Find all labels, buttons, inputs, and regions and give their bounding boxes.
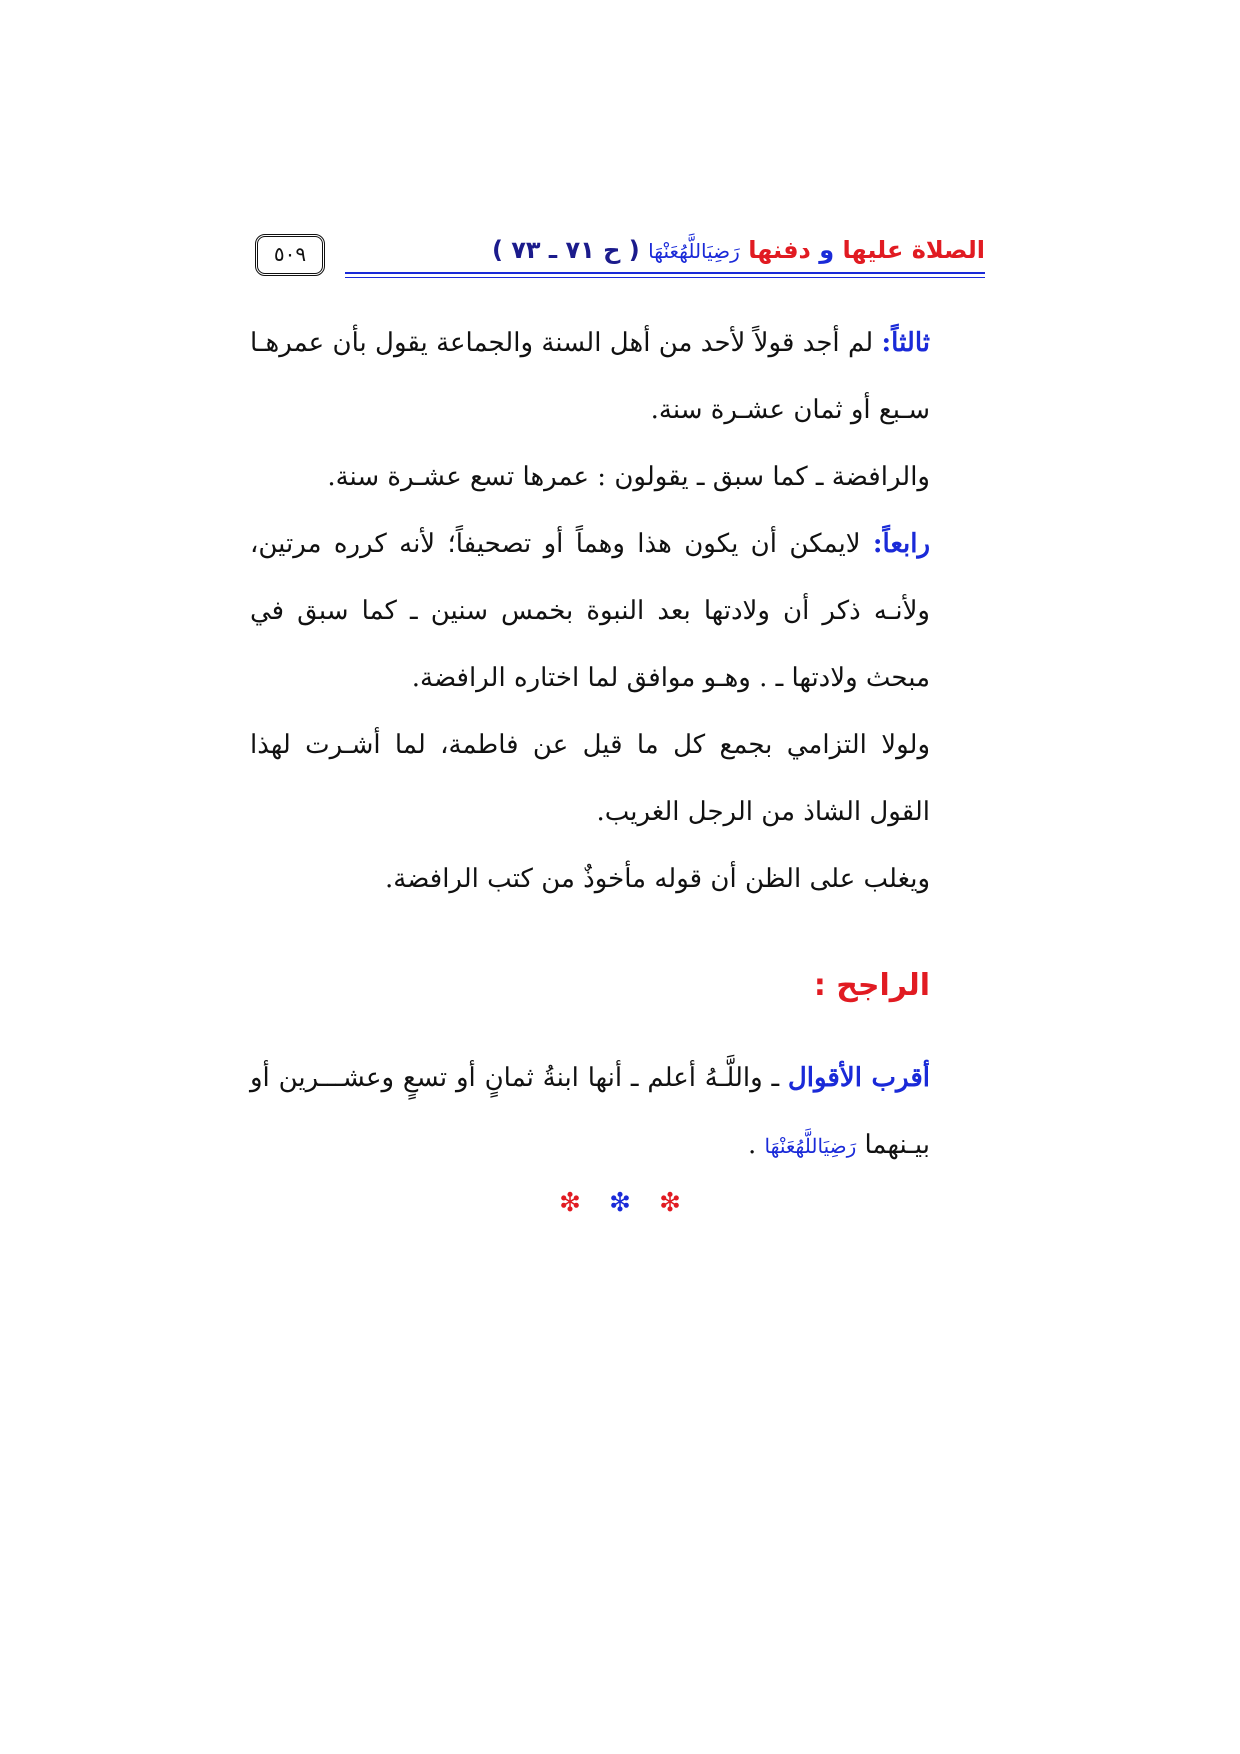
paragraph-text: والرافضة ـ كما سبق ـ يقولون : عمرها تسع عشـرة سنة. [327,462,930,492]
header-title-part2: و [819,236,835,264]
page-number: ٥٠٩ [255,234,325,276]
header-title-part1: الصلاة عليها [842,236,985,264]
paragraph-third [250,310,990,444]
header-divider-thin [345,277,985,278]
header-title-part3: دفنها [748,236,811,264]
paragraph-fourth [250,511,990,712]
paragraph-text: ويغلب على الظن أن قوله مأخوذٌ من كتب الرافضة. [385,864,930,894]
paragraph-end: . [748,1130,765,1160]
asterisk-icon: ❇ [609,1188,631,1218]
paragraph-text: لايمكن أن يكون هذا وهماً أو تصحيفاً؛ لأنه كرره مرتين، ولأنـه ذكر أن ولادتها بعد النبوة بخمس سنين ـ كما سبق في مبحث ولادتها ـ . وهـو موافق لما اختاره الرافضة. [250,529,930,693]
paragraph-conjecture [250,846,990,913]
paragraph-conclusion [250,1045,990,1180]
paragraph-lead: ثالثاً: [881,328,930,358]
paragraph-text: لم أجد قولاً لأحد من أهل السنة والجماعة يقول بأن عمرهـا سـبع أو ثمان عشـرة سنة. [250,328,930,425]
paragraph-text: ولولا التزامي بجمع كل ما قيل عن فاطمة، لما أشـرت لهذا القول الشاذ من الرجل الغريب. [250,730,930,827]
paragraph-rafidah [250,444,990,511]
paragraph-lead: أقرب الأقوال [787,1063,930,1093]
header-divider [345,272,985,274]
main-text [250,310,990,1180]
paragraph-lead: رابعاً: [872,529,930,559]
header-title [492,232,985,269]
section-separator [540,1188,700,1218]
asterisk-icon: ❇ [559,1188,581,1218]
asterisk-icon: ❇ [659,1188,681,1218]
section-heading: الراجح : [813,968,930,1003]
header-reference: ( ح ٧١ ـ ٧٣ ) [491,236,640,264]
honorific-text: رَضِيَاللَّهُعَنْهَا [764,1134,857,1158]
header-honorific: رَضِيَاللَّهُعَنْهَا [648,239,740,263]
paragraph-commitment [250,712,990,846]
paragraph-text: ـ واللَّـهُ أعلم ـ أنها ابنةُ ثمانٍ أو تسعٍ وعشـــرين أو بيـنهما [250,1063,930,1160]
page-header [255,232,985,272]
